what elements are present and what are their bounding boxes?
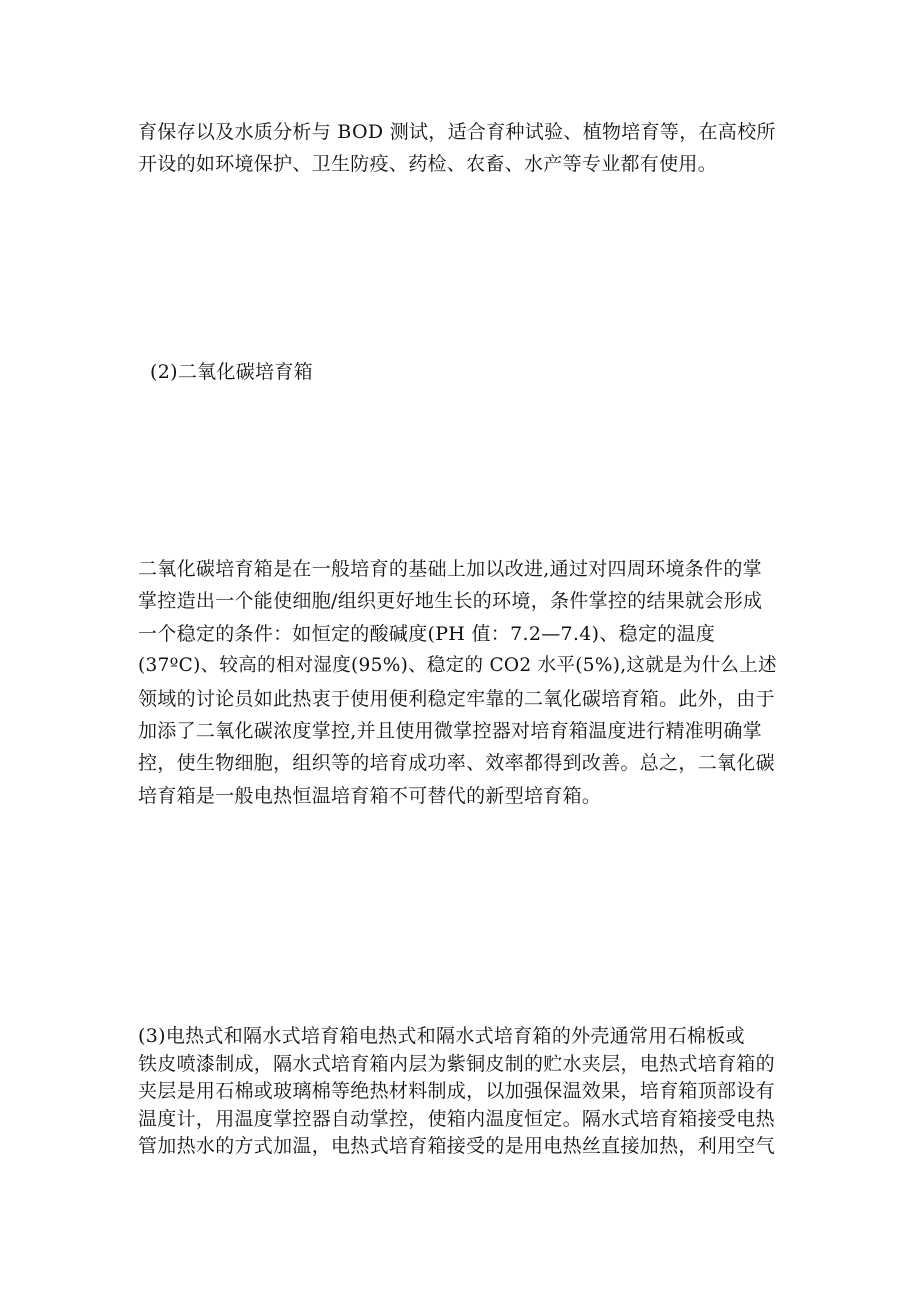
text-line: 温度计，用温度掌控器自动掌控，使箱内温度恒定。隔水式培育箱接受电热: [138, 1107, 775, 1130]
text-line: 领域的讨论员如此热衷于使用便利稳定牢靠的二氧化碳培育箱。此外，由于: [138, 687, 775, 710]
text-line: 控，使生物细胞，组织等的培育成功率、效率都得到改善。总之，二氧化碳: [138, 752, 775, 775]
text-line: (3)电热式和隔水式培育箱电热式和隔水式培育箱的外壳通常用石棉板或: [138, 1025, 745, 1047]
text-line: 一个稳定的条件：如恒定的酸碱度(PH 值：7.2—7.4)、稳定的温度: [138, 622, 716, 645]
text-line: 二氧化碳培育箱是在一般培育的基础上加以改进,通过对四周环境条件的掌: [138, 558, 762, 580]
text-line: 掌控造出一个能使细胞/组织更好地生长的环境，条件掌控的结果就会形成: [138, 590, 763, 613]
paragraph-co2-incubator: [138, 553, 790, 812]
text-line: 开设的如环境保护、卫生防疫、药检、农畜、水产等专业都有使用。: [138, 153, 718, 175]
paragraph-electric-water-jacket-incubator: [138, 1023, 790, 1161]
text-line: (37ºC)、较高的相对湿度(95%)、稳定的 CO2 水平(5%),这就是为什么上述: [138, 655, 777, 677]
paragraph-incubator-uses: [138, 116, 790, 180]
text-line: 铁皮喷漆制成，隔水式培育箱内层为紫铜皮制的贮水夹层，电热式培育箱的: [138, 1052, 775, 1075]
section-heading-co2-incubator: [150, 356, 802, 388]
text-line: 夹层是用石棉或玻璃棉等绝热材料制成，以加强保温效果，培育箱顶部设有: [138, 1080, 775, 1102]
text-line: 育保存以及水质分析与 BOD 测试，适合育种试验、植物培育等，在高校所: [138, 121, 776, 143]
text-line: 培育箱是一般电热恒温培育箱不可替代的新型培育箱。: [138, 784, 602, 807]
text-line: 加添了二氧化碳浓度掌控,并且使用微掌控器对培育箱温度进行精准明确掌: [138, 720, 762, 743]
heading-text: (2)二氧化碳培育箱: [150, 361, 313, 383]
text-line: 管加热水的方式加温，电热式培育箱接受的是用电热丝直接加热，利用空气: [138, 1135, 775, 1157]
